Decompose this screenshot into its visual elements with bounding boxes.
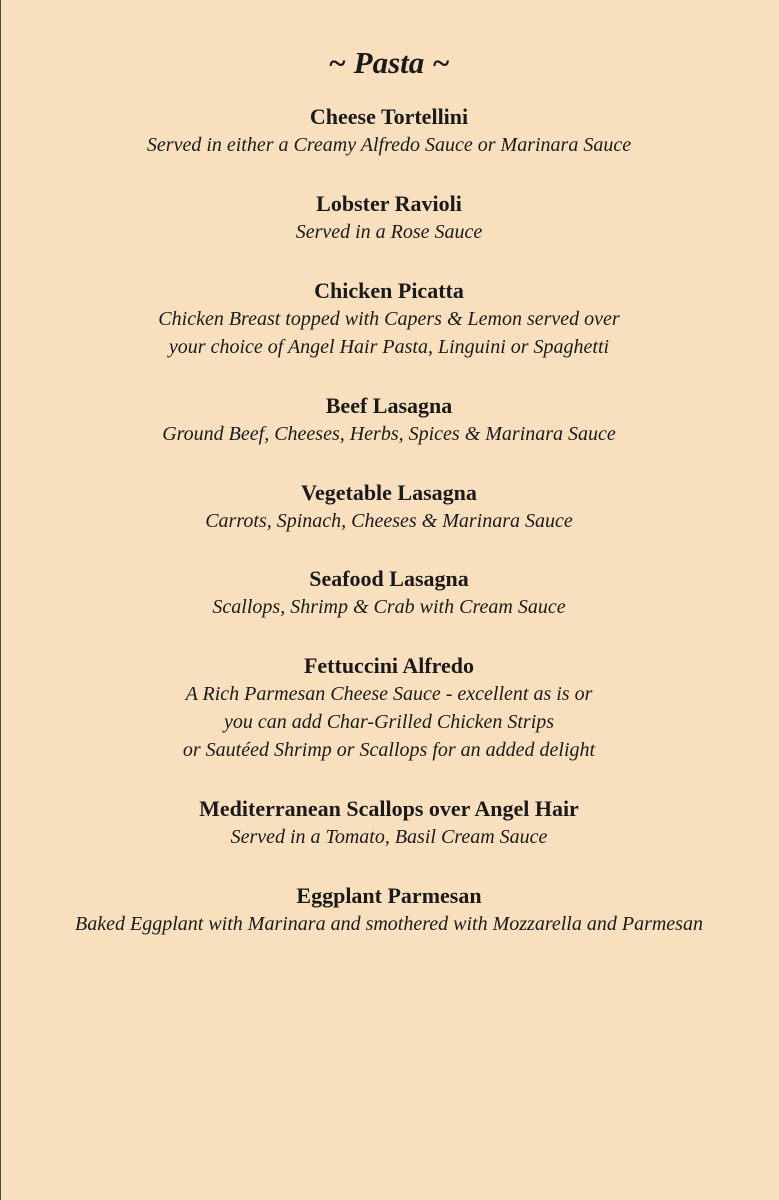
item-description: A Rich Parmesan Cheese Sauce - excellent as is or [185,683,593,705]
menu-item-lobster-ravioli [1,190,777,246]
item-description: Served in a Tomato, Basil Cream Sauce [230,826,548,848]
item-name: Fettuccini Alfredo [303,653,475,678]
item-description: Chicken Breast topped with Capers & Lemon served over [158,308,620,330]
item-name: Chicken Picatta [314,278,464,303]
item-name: Seafood Lasagna [309,566,469,591]
menu-item-eggplant-parmesan [1,882,777,938]
item-description: you can add Char-Grilled Chicken Strips [223,711,555,733]
menu-item-seafood-lasagna [1,565,777,621]
item-description: Scallops, Shrimp & Crab with Cream Sauce [212,596,566,618]
item-description: Baked Eggplant with Marinara and smothered with Mozzarella and Parmesan [75,913,703,935]
item-description: your choice of Angel Hair Pasta, Linguini or Spaghetti [168,336,610,358]
item-name: Cheese Tortellini [309,104,469,129]
item-name: Beef Lasagna [325,393,453,418]
item-description: Served in a Rose Sauce [295,221,483,243]
menu-item-fettuccini-alfredo [1,652,777,764]
item-name: Mediterranean Scallops over Angel Hair [199,796,579,821]
menu-item-cheese-tortellini [1,103,777,159]
item-description: Carrots, Spinach, Cheeses & Marinara Sauce [205,510,573,532]
item-name: Vegetable Lasagna [301,480,477,505]
item-name: Lobster Ravioli [316,191,462,216]
menu-item-chicken-picatta [1,277,777,361]
menu-item-vegetable-lasagna [1,479,777,535]
section-title: ~ Pasta ~ [328,45,450,80]
item-description: Served in either a Creamy Alfredo Sauce or Marinara Sauce [146,134,632,156]
item-description: or Sautéed Shrimp or Scallops for an added delight [182,739,596,761]
item-description: Ground Beef, Cheeses, Herbs, Spices & Marinara Sauce [162,423,616,445]
menu-item-beef-lasagna [1,392,777,448]
item-name: Eggplant Parmesan [296,883,482,908]
menu-item-mediterranean-scallops [1,795,777,851]
